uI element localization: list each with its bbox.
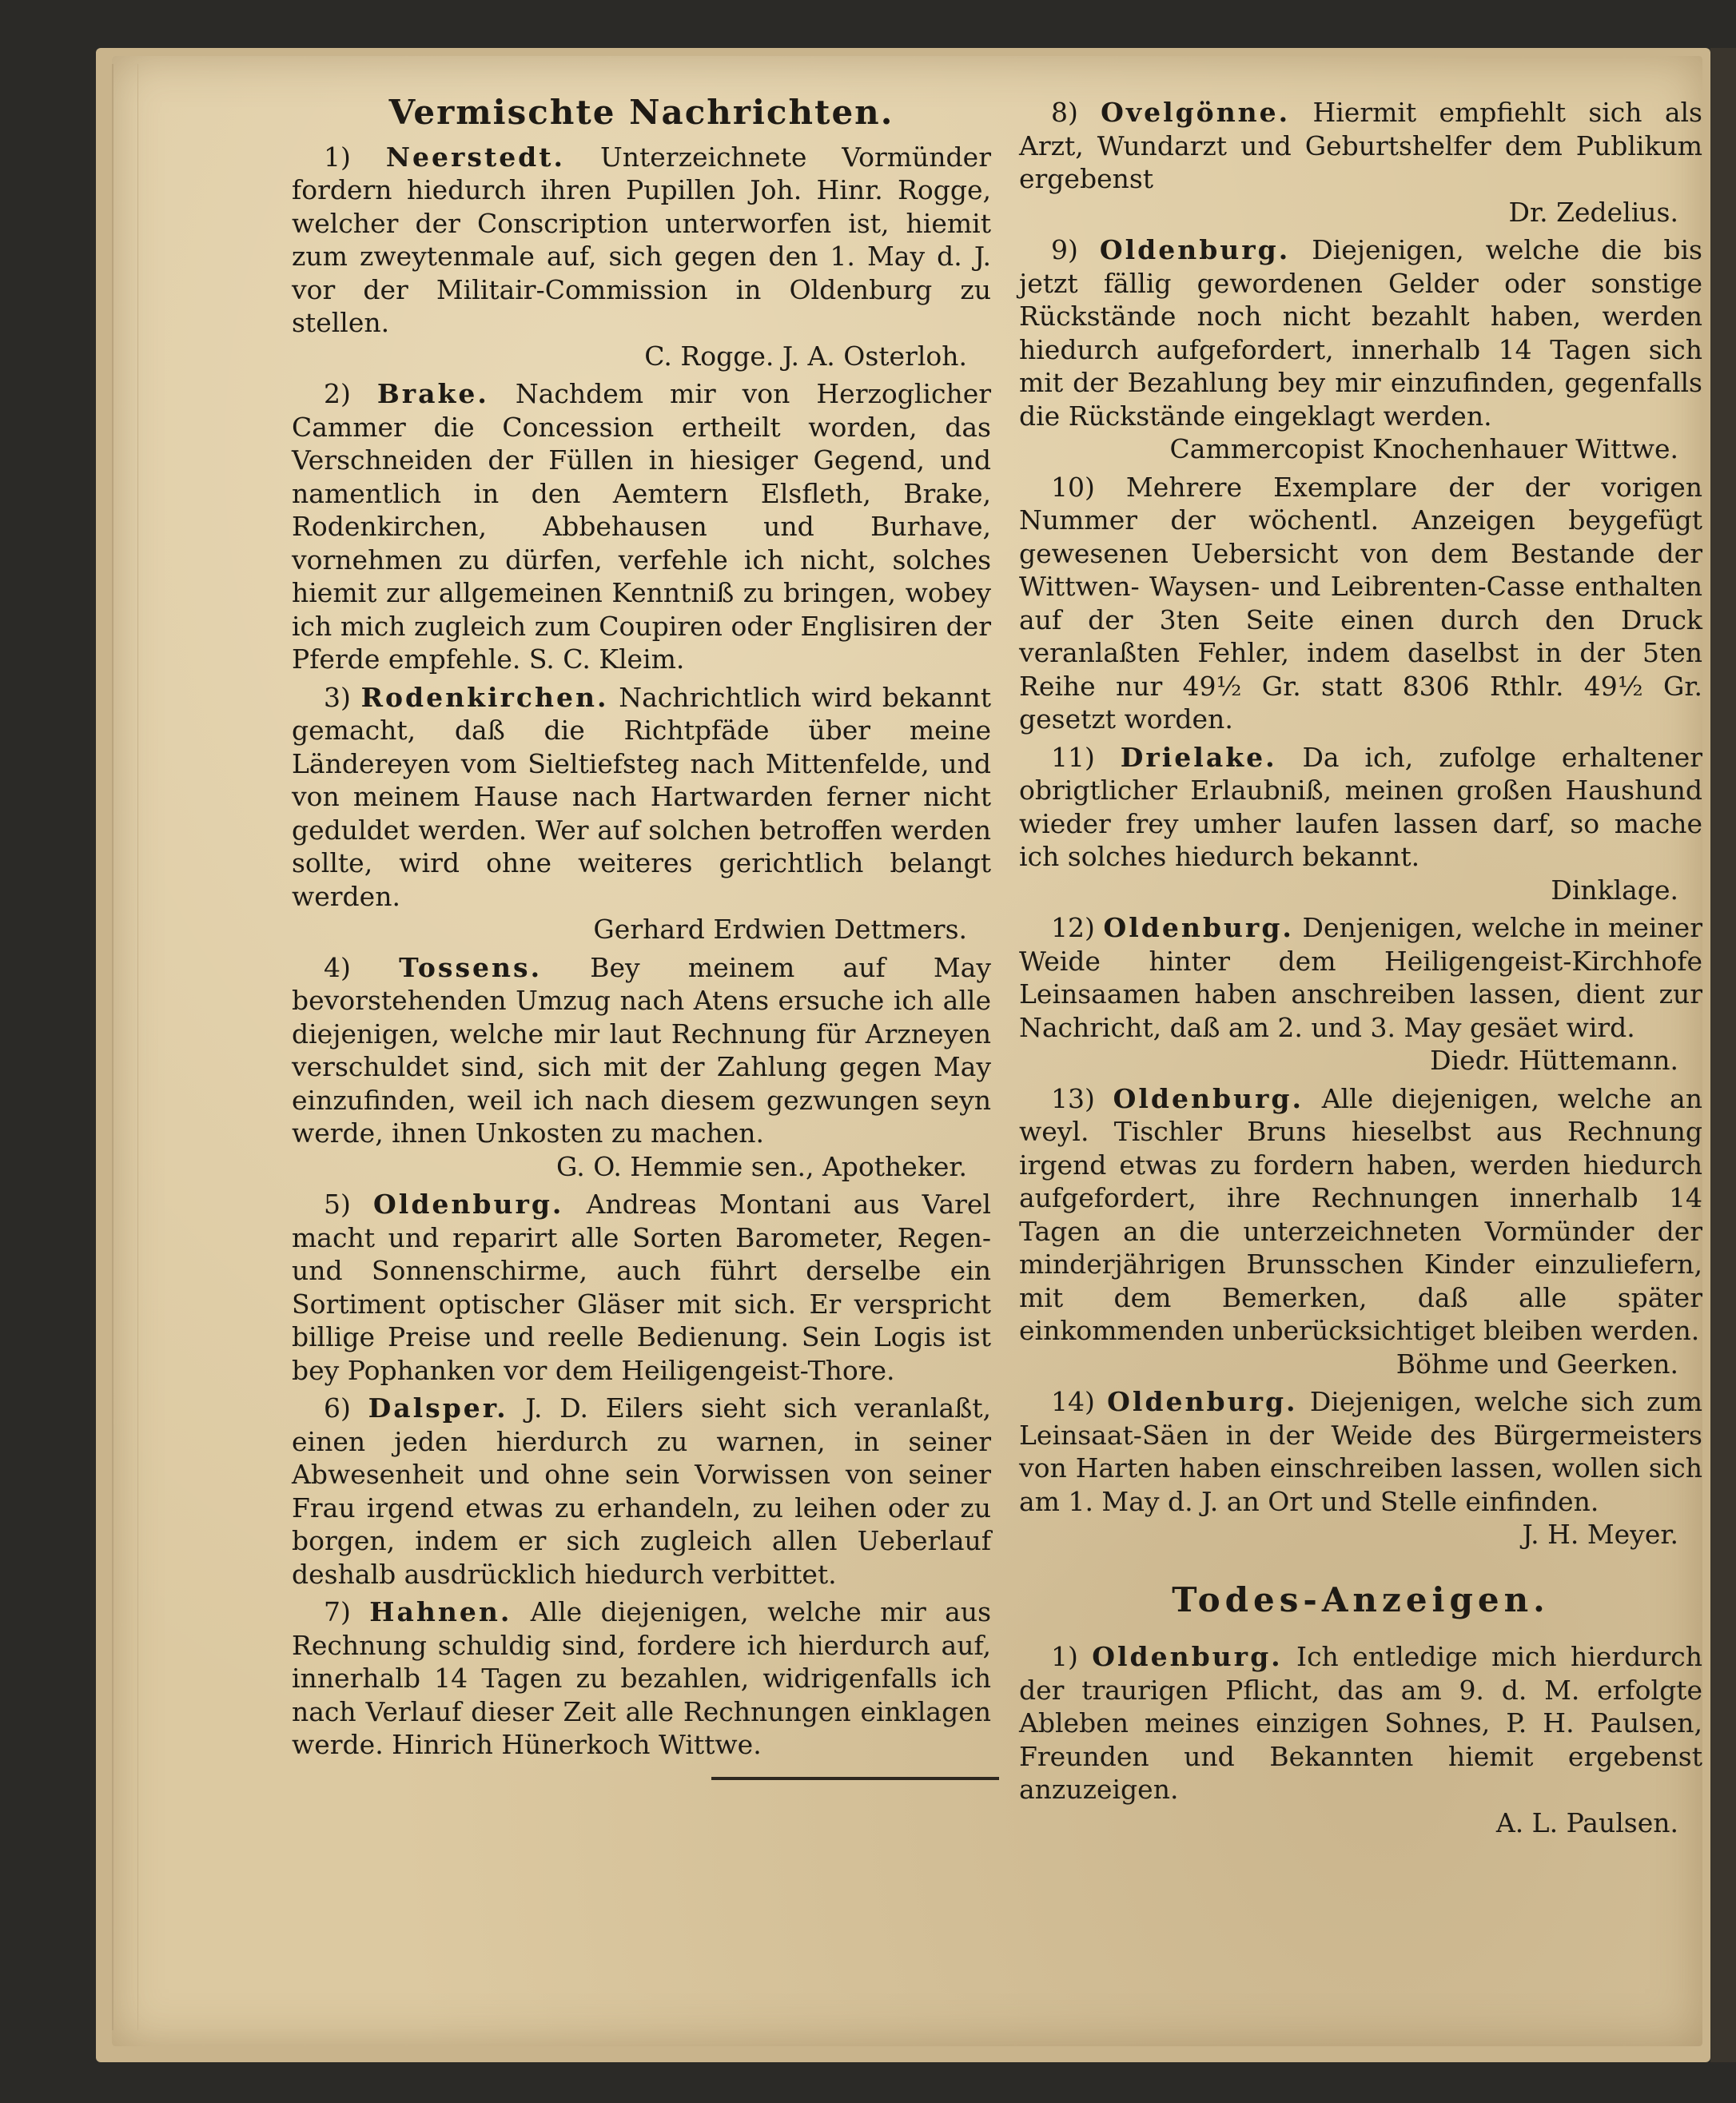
page-binding-edge	[112, 64, 138, 2030]
notice-body	[1019, 911, 1702, 1044]
notice-body	[292, 141, 991, 340]
scan-background	[1710, 48, 1736, 2062]
notice-text: Andreas Montani aus Varel macht und reparirt alle Sorten Barometer, Regen- und Sonnenschirme, auch führt derselbe ein Sortiment optischer Gläser mit sich. Er verspricht billige Preise und reelle Bedienung. Sein Logis ist bey Pophanken vor dem Heiligengeist-Thore.	[292, 1189, 991, 1386]
notice-body	[292, 1595, 991, 1762]
notice-place: Rodenkirchen.	[360, 681, 609, 713]
notice	[292, 1392, 991, 1591]
notice-signature: C. Rogge. J. A. Osterloh.	[644, 340, 967, 372]
notice-signature: Böhme und Geerken.	[1396, 1348, 1678, 1380]
notice-place: Brake.	[376, 378, 489, 409]
left-column	[292, 93, 992, 1766]
notice-place: Dalsper.	[368, 1392, 508, 1424]
notice-text: J. D. Eilers sieht sich veranlaßt, einen jeden hierdurch zu warnen, in seiner Abwesenheit und ohne sein Vorwissen von seiner Frau irgend etwas zu erhandeln, zu leihen oder zu borgen, indem er sich zugleich allen Ueberlauf deshalb ausdrücklich hiedurch verbittet.	[292, 1392, 991, 1590]
notice-text: Unterzeichnete Vormünder fordern hiedurch ihren Pupillen Joh. Hinr. Rogge, welcher der Conscription unterworfen ist, hiemit zum zweytenmale auf, sich gegen den 1. May d. J. vor der Militair-Commission in Oldenburg zu stellen.	[292, 141, 991, 338]
notice	[292, 141, 991, 373]
notice-signature: Dr. Zedelius.	[1508, 196, 1678, 228]
notice-number: 1)	[324, 141, 351, 173]
notice-number: 11)	[1051, 741, 1095, 773]
notice-place: Tossens.	[399, 951, 543, 983]
notice-body	[292, 951, 991, 1150]
notice-number: 6)	[324, 1392, 351, 1424]
notice-body	[1019, 1082, 1702, 1348]
notice	[1019, 471, 1702, 736]
end-rule	[711, 1777, 999, 1780]
notice-number: 5)	[324, 1189, 351, 1220]
notice-signature: J. H. Meyer.	[1522, 1519, 1678, 1550]
notice-text: Mehrere Exemplare der der vorigen Nummer der wöchentl. Anzeigen beygefügt gewesenen Uebersicht von dem Bestande der Wittwen- Waysen- und Leibrenten-Casse enthalten auf der 3ten Seite einen durch den Druck veranlaßten Fehler, indem daselbst in der 5ten Reihe nur 49½ Gr. statt 8306 Rthlr. 49½ Gr. gesetzt worden.	[1019, 471, 1702, 735]
notice-text: Alle diejenigen, welche an weyl. Tischler Bruns hieselbst aus Rechnung irgend etwas zu fordern haben, werden hiedurch aufgefordert, ihre Rechnungen innerhalb 14 Tagen an die unterzeichneten Vormünder der minderjährigen Brunsschen Kinder einzuliefern, mit dem Bemerken, daß alle später einkommenden unberücksichtiget bleiben werden.	[1019, 1082, 1702, 1346]
notice-body	[292, 377, 991, 676]
notice	[1019, 741, 1702, 907]
notice-signature: Cammercopist Knochenhauer Wittwe.	[1169, 433, 1678, 464]
notice	[292, 1595, 991, 1762]
notice-text: Nachdem mir von Herzoglicher Cammer die Concession ertheilt worden, das Verschneiden der Füllen in hiesiger Gegend, und namentlich in den Aemtern Elsfleth, Brake, Rodenkirchen, Abbehausen und Burhave, vornehmen zu dürfen, verfehle ich nicht, solches hiemit zur allgemeinen Kenntniß zu bringen, wobey ich mich zugleich zum Coupiren oder Englisiren der Pferde empfehle. S. C. Kleim.	[292, 378, 991, 675]
notice-number: 10)	[1051, 471, 1095, 503]
notice-text: Da ich, zufolge erhaltener obrigtlicher Erlaubniß, meinen großen Haushund wieder frey umher laufen lassen darf, so mache ich solches hiedurch bekannt.	[1019, 741, 1702, 872]
notice-signature: Gerhard Erdwien Dettmers.	[593, 914, 967, 945]
notice	[1019, 233, 1702, 466]
notice-body	[1019, 741, 1702, 874]
notice-number: 1)	[1051, 1641, 1078, 1672]
notice-number: 4)	[324, 951, 351, 983]
notice	[1019, 1640, 1702, 1839]
notice-text: Nachrichtlich wird bekannt gemacht, daß die Richtpfäde über meine Ländereyen vom Sieltiefsteg nach Mittenfelde, und von meinem Hause nach Hartwarden ferner nicht geduldet werden. Wer auf solchen betroffen werden sollte, wird ohne weiteres gerichtlich belangt werden.	[292, 681, 991, 912]
right-notice-list	[1019, 96, 1702, 1551]
death-notices-heading: Todes-Anzeigen.	[1172, 1579, 1550, 1619]
left-notice-list	[292, 141, 991, 1762]
notice	[1019, 1385, 1702, 1551]
notice	[292, 1188, 991, 1387]
notice-body	[1019, 1640, 1702, 1806]
notice-number: 9)	[1051, 234, 1078, 265]
notice-place: Oldenburg.	[1099, 234, 1291, 265]
notice-body	[292, 1392, 991, 1591]
notice-place: Oldenburg.	[1092, 1641, 1283, 1672]
notice-text: Hiermit empfiehlt sich als Arzt, Wundarzt und Geburtshelfer dem Publikum ergebenst	[1019, 97, 1702, 194]
notice-body	[1019, 471, 1702, 736]
right-column	[1019, 96, 1702, 1844]
notice	[292, 377, 991, 676]
notice-body	[292, 1188, 991, 1387]
notice-signature: Diedr. Hüttemann.	[1430, 1045, 1678, 1076]
notice-place: Oldenburg.	[1107, 1386, 1298, 1417]
notice-text: Diejenigen, welche sich zum Leinsaat-Säen in der Weide des Bürgermeisters von Harten haben einschreiben lassen, wollen sich am 1. May d. J. an Ort und Stelle einfinden.	[1019, 1386, 1702, 1517]
notice-signature: A. L. Paulsen.	[1495, 1806, 1678, 1838]
notice-body	[1019, 233, 1702, 432]
notice-place: Oldenburg.	[1103, 912, 1294, 943]
notice-number: 12)	[1051, 912, 1095, 943]
notice	[292, 951, 991, 1184]
notice-place: Oldenburg.	[373, 1189, 564, 1220]
notice-place: Drielake.	[1120, 741, 1277, 773]
notice-place: Ovelgönne.	[1101, 97, 1291, 128]
notice-number: 3)	[324, 681, 351, 713]
notice	[1019, 911, 1702, 1077]
notice-body	[292, 681, 991, 914]
notice	[1019, 96, 1702, 229]
notice-body	[1019, 1385, 1702, 1518]
notice-number: 8)	[1051, 97, 1078, 128]
notice-text: Ich entledige mich hierdurch der traurigen Pflicht, das am 9. d. M. erfolgte Ableben meines einzigen Sohnes, P. H. Paulsen, Freunden und Bekannten hiemit ergebenst anzuzeigen.	[1019, 1641, 1702, 1805]
notice-text: Diejenigen, welche die bis jetzt fällig gewordenen Gelder oder sonstige Rückstände noch nicht bezahlt haben, werden hiedurch aufgefordert, innerhalb 14 Tagen sich mit der Bezahlung bey mir einzufinden, gegenfalls die Rückstände eingeklagt werden.	[1019, 234, 1702, 432]
notice-text: Denjenigen, welche in meiner Weide hinter dem Heiligengeist-Kirchhofe Leinsaamen haben anschreiben lassen, dient zur Nachricht, daß am 2. und 3. May gesäet wird.	[1019, 912, 1702, 1043]
notice-place: Oldenburg.	[1113, 1082, 1304, 1114]
death-notice-list	[1019, 1640, 1702, 1839]
notice-number: 14)	[1051, 1386, 1095, 1417]
notice-number: 7)	[324, 1596, 351, 1627]
notice-text: Bey meinem auf May bevorstehenden Umzug nach Atens ersuche ich alle diejenigen, welche mir laut Rechnung für Arzneyen verschuldet sind, sich mit der Zahlung gegen May einzufinden, weil ich nach diesem gezwungen seyn werde, ihnen Unkosten zu machen.	[292, 951, 991, 1149]
notice-number: 2)	[324, 378, 351, 409]
notice-place: Neerstedt.	[385, 141, 565, 173]
notice	[292, 681, 991, 946]
notice-number: 13)	[1051, 1082, 1095, 1114]
notice-text: Alle diejenigen, welche mir aus Rechnung schuldig sind, fordere ich hierdurch auf, innerhalb 14 Tagen zu bezahlen, widrigenfalls ich nach Verlauf dieser Zeit alle Rechnungen einklagen werde. Hinrich Hünerkoch Wittwe.	[292, 1596, 992, 1760]
section-heading: Vermischte Nachrichten.	[388, 93, 894, 132]
notice-body	[1019, 96, 1702, 196]
notice-signature: G. O. Hemmie sen., Apotheker.	[556, 1150, 967, 1182]
notice-signature: Dinklage.	[1551, 874, 1678, 906]
notice	[1019, 1082, 1702, 1381]
notice-place: Hahnen.	[369, 1596, 512, 1627]
